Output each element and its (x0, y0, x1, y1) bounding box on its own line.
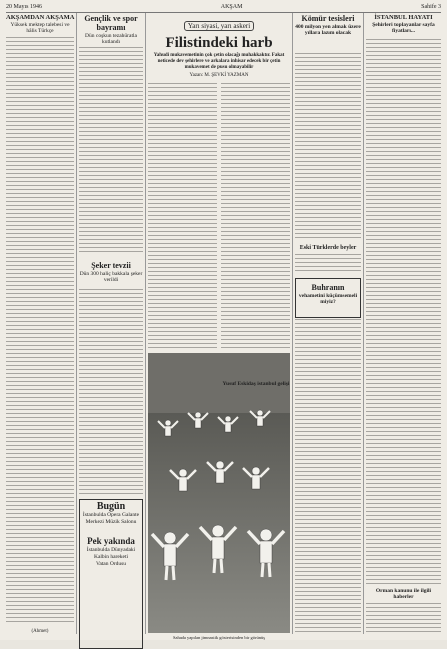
advertisement-box (79, 499, 143, 649)
ad-line-5: Vatan Ordusu (95, 561, 127, 567)
coal-text (295, 53, 361, 241)
main-text-right (221, 83, 290, 348)
col1-subheading: Yüksek mektep talebesi ve hâlis Türkçe (10, 22, 70, 34)
istanbul-life-text (366, 39, 441, 584)
youth-sports-text (79, 47, 143, 253)
column-rule (292, 13, 293, 634)
col1-text (6, 37, 74, 624)
ad-line-2: Merkezi Müzik Salonu (85, 519, 137, 525)
col1-footer: (Ahmet) (31, 629, 49, 634)
column-1 (6, 13, 74, 634)
ad-bugun: Bugün (96, 501, 126, 512)
old-turks-text (295, 254, 361, 274)
crisis-title-2: vehametini küçümsemeli miyiz? (298, 293, 358, 305)
forest-law-text (366, 603, 441, 634)
header-date: 20 Mayıs 1946 (6, 4, 42, 10)
column-rule (363, 13, 364, 634)
main-title: Filistindeki harb (165, 35, 273, 51)
coal-subtitle: 400 milyon yen almak üzere yıllara lazım olacak (295, 24, 361, 36)
page-header (6, 2, 441, 13)
ad-line-3: İstanbulda Dünyadaki (86, 547, 136, 553)
column-rule (145, 13, 146, 634)
ad-pekyakinda: Pek yakında (87, 536, 135, 546)
istanbul-life-subtitle: Şehirleri toplayanlar sayfa fiyatları... (372, 22, 435, 34)
crisis-box (295, 278, 361, 318)
main-byline: Yazan: M. ŞEVKİ YAZMAN (189, 73, 249, 78)
column-2 (79, 13, 143, 634)
ad-line-1: İstanbulda Opera Galante (82, 512, 140, 518)
forest-law-title: Orman kanunu ile ilgili haberler (375, 588, 432, 600)
header-masthead: AKŞAM (220, 4, 243, 10)
youth-sports-subtitle: Dün coşkun tezahüratla kutlandı (85, 33, 137, 45)
sugar-title: Şeker tevzii (91, 261, 131, 270)
header-page-number: Sahife 3 (421, 4, 441, 10)
sugar-text (79, 289, 143, 494)
istanbul-life-title: İSTANBUL HAYATI (374, 14, 433, 21)
photo-caption: Sahada yapılan jimnastik gösterisinden bir görünüş (172, 635, 266, 640)
youth-sports-title: Gençlik ve spor bayramı (84, 14, 138, 32)
column-rule (76, 13, 77, 634)
main-kicker-wrap (148, 15, 290, 33)
main-text-left (148, 83, 217, 348)
old-turks-title: Eski Türklerde beyler (299, 245, 357, 251)
gymnastics-photo (148, 353, 290, 633)
yusuf-section (222, 380, 290, 388)
main-kicker: Yarı siyasi, yarı askeri (184, 21, 254, 31)
col1-heading: AKŞAMDAN AKŞAMA (6, 14, 75, 21)
sugar-section (79, 260, 143, 284)
main-lead: Yahudi mukavemetinin çok çetin olacağı muhakkaktır. Fakat neticede dev şehirlere ve arkalara inhisar edecek bir çetin mukavemet de pusu olmayabilir (153, 53, 285, 70)
crisis-text (295, 319, 361, 634)
coal-title: Kömür tesisleri (301, 14, 355, 23)
crisis-title-1: Buhranın (311, 283, 345, 292)
column-5 (366, 13, 441, 634)
yusuf-title: Yusuf Eskidaş istanbul gelişi (222, 381, 290, 387)
column-4 (295, 13, 361, 634)
main-story (148, 13, 290, 640)
sugar-subtitle: Dün 300 haliç bakkala şeker verildi (79, 271, 143, 283)
ad-line-4: Kalbin hareketi (93, 554, 129, 560)
